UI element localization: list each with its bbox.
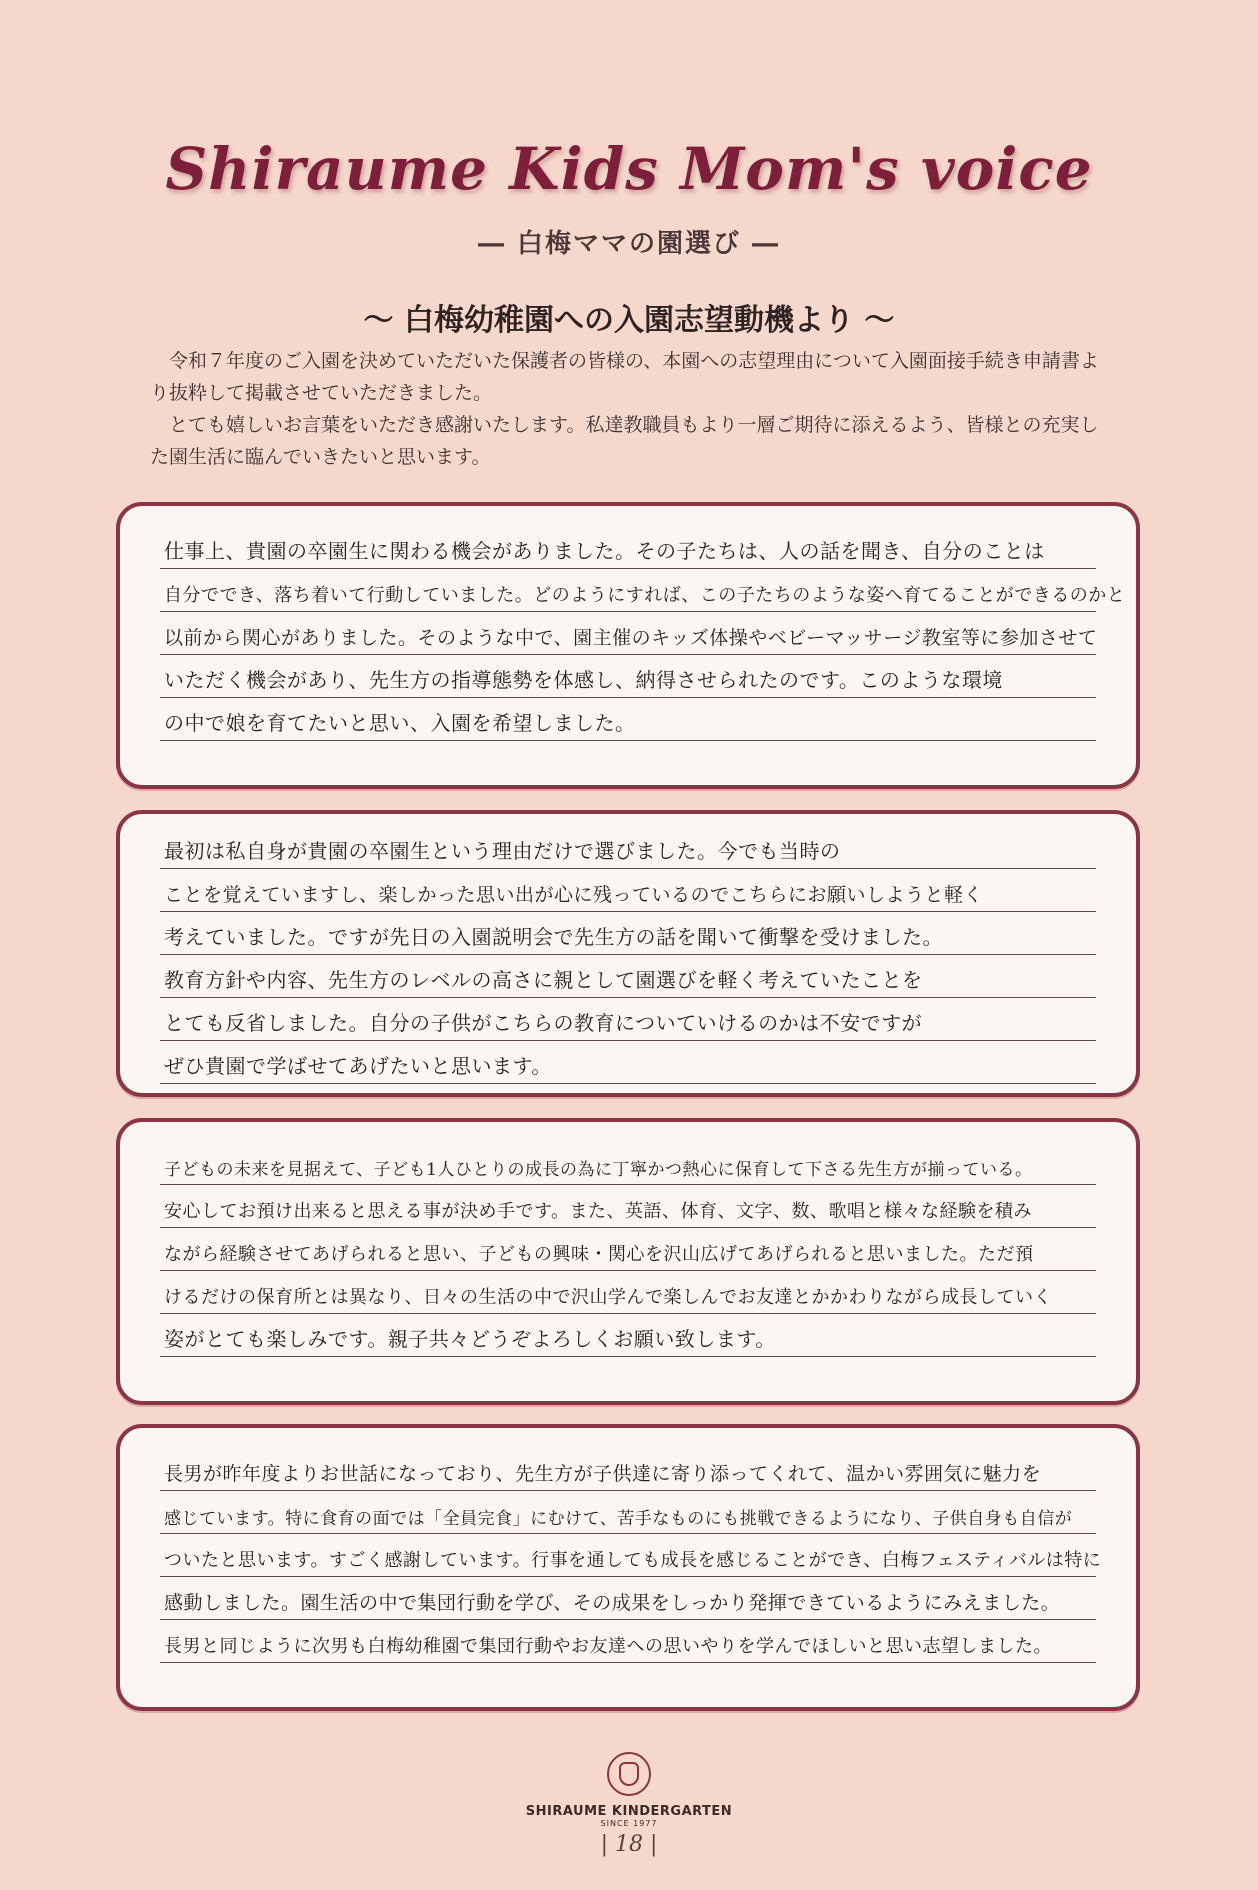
handwritten-line: 子どもの未来を見据えて、子ども1人ひとりの成長の為に丁寧かつ熱心に保育して下さる先生方が揃っている。 [160,1142,1096,1185]
page-title: Shiraume Kids Mom's voice [165,135,1093,203]
kindergarten-logo [0,1752,1258,1828]
handwritten-line: 最初は私自身が貴園の卒園生という理由だけで選びました。今でも当時の [160,826,1096,869]
handwritten-line: 感じています。特に食育の面では「全員完食」にむけて、苦手なものにも挑戦できるようになり、子供自身も自信が [160,1491,1096,1534]
handwritten-line: 長男が昨年度よりお世話になっており、先生方が子供達に寄り添ってくれて、温かい雰囲気に魅力を [160,1448,1096,1491]
handwritten-line: ながら経験させてあげられると思い、子どもの興味・関心を沢山広げてあげられると思いました。ただ預 [160,1228,1096,1271]
section-heading: 〜 白梅幼稚園への入園志望動機より 〜 [363,303,895,338]
handwritten-line: 教育方針や内容、先生方のレベルの高さに親として園選びを軽く考えていたことを [160,955,1096,998]
intro-text [150,345,1110,473]
handwritten-line: 考えていました。ですが先日の入園説明会で先生方の話を聞いて衝撃を受けました。 [160,912,1096,955]
page-number: | 18 | [600,1832,658,1857]
voice-card-3 [116,1118,1140,1405]
logo-name: SHIRAUME KINDERGARTEN [525,1804,733,1819]
handwritten-line: 自分ででき、落ち着いて行動していました。どのようにすれば、この子たちのような姿へ育てることができるのかと [160,569,1096,612]
handwritten-line: けるだけの保育所とは異なり、日々の生活の中で沢山学んで楽しんでお友達とかかわりながら成長していく [160,1271,1096,1314]
plum-blossom-crest-icon [607,1752,651,1796]
handwritten-line: の中で娘を育てたいと思い、入園を希望しました。 [160,698,1096,741]
handwritten-line: 長男と同じように次男も白梅幼稚園で集団行動やお友達への思いやりを学んでほしいと思い志望しました。 [160,1620,1096,1663]
handwritten-line: いただく機会があり、先生方の指導態勢を体感し、納得させられたのです。このような環境 [160,655,1096,698]
page-subtitle: ― 白梅ママの園選び ― [477,229,781,259]
intro-paragraph: 令和７年度のご入園を決めていただいた保護者の皆様の、本園への志望理由について入園面接手続き申請書より抜粋して掲載させていただきました。 [150,350,1099,404]
voice-card-1 [116,502,1140,789]
handwritten-line: 安心してお預け出来ると思える事が決め手です。また、英語、体育、文字、数、歌唱と様々な経験を積み [160,1185,1096,1228]
handwritten-line: とても反省しました。自分の子供がこちらの教育についていけるのかは不安ですが [160,998,1096,1041]
handwritten-line: ことを覚えていますし、楽しかった思い出が心に残っているのでこちらにお願いしようと軽く [160,869,1096,912]
handwritten-line: ぜひ貴園で学ばせてあげたいと思います。 [160,1041,1096,1084]
intro-paragraph: とても嬉しいお言葉をいただき感謝いたします。私達教職員もより一層ご期待に添えるよう、皆様との充実した園生活に臨んでいきたいと思います。 [150,414,1099,468]
logo-since: SINCE 1977 [600,1819,658,1828]
handwritten-line: 感動しました。園生活の中で集団行動を学び、その成果をしっかり発揮できているようにみえました。 [160,1577,1096,1620]
handwritten-line: ついたと思います。すごく感謝しています。行事を通しても成長を感じることができ、白梅フェスティバルは特に [160,1534,1096,1577]
voice-card-2 [116,810,1140,1097]
handwritten-line: 姿がとても楽しみです。親子共々どうぞよろしくお願い致します。 [160,1314,1096,1357]
handwritten-line: 以前から関心がありました。そのような中で、園主催のキッズ体操やベビーマッサージ教室等に参加させて [160,612,1096,655]
handwritten-line: 仕事上、貴園の卒園生に関わる機会がありました。その子たちは、人の話を聞き、自分のことは [160,526,1096,569]
voice-card-4 [116,1424,1140,1711]
